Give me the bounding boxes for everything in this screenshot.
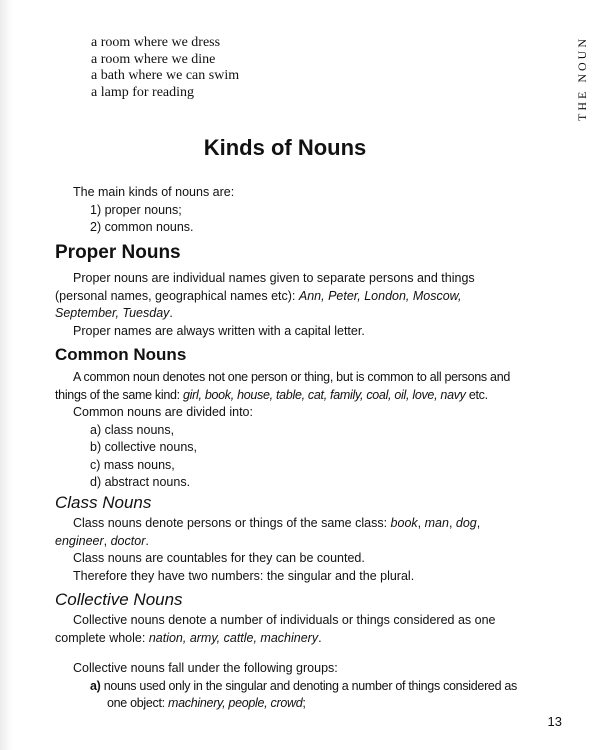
page-number: 13: [547, 714, 562, 729]
punctuation: .: [318, 630, 322, 645]
proper-nouns-body: [55, 270, 525, 340]
page-title: Kinds of Nouns: [203, 135, 367, 160]
example-words: girl, book, house, table, cat, family, coal, oil, love, navy: [183, 387, 466, 402]
example-word: doctor: [110, 533, 146, 548]
example-phrase: a lamp for reading: [91, 84, 195, 100]
punctuation: ;: [302, 696, 306, 710]
paragraph: Therefore they have two numbers: the singular and the plural.: [73, 568, 415, 583]
paragraph: Collective nouns fall under the following groups:: [73, 661, 338, 675]
punctuation: .: [145, 533, 149, 548]
example-words: machinery, people, crowd: [168, 696, 303, 710]
list-item: a) class nouns,: [90, 422, 175, 437]
collective-groups: [55, 660, 525, 713]
example-phrase: a room where we dine: [91, 51, 216, 67]
example-word: dog: [455, 516, 477, 530]
list-marker: a): [90, 678, 101, 693]
example-phrase: a bath where we can swim: [91, 68, 240, 83]
paragraph-text: Class nouns denote persons or things of the same class:: [73, 516, 388, 530]
list-item: 1) proper nouns;: [90, 202, 182, 217]
list-item: d) abstract nouns.: [90, 475, 191, 489]
example-word: man: [424, 516, 449, 530]
punctuation: .: [169, 306, 173, 320]
list-item: b) collective nouns,: [90, 440, 198, 454]
paragraph: Proper names are always written with a capital letter.: [73, 323, 365, 338]
class-nouns-body: [55, 515, 525, 585]
intro-line: The main kinds of nouns are:: [73, 185, 235, 199]
punctuation: etc.: [465, 387, 488, 402]
paragraph-text: A common noun denotes not one person or thing, but is common to all persons and things of the same kind:: [55, 370, 511, 402]
example-words: nation, army, cattle, machinery: [148, 630, 319, 645]
section-heading-class-nouns: Class Nouns: [55, 493, 152, 512]
example-words: Ann, Peter, London, Moscow, September, Tuesday: [55, 288, 462, 320]
section-heading-common-nouns: Common Nouns: [55, 345, 187, 364]
example-phrase-list: [91, 35, 239, 101]
paragraph: [55, 369, 525, 404]
example-phrase: a room where we dress: [91, 35, 221, 50]
paragraph-text: Collective nouns denote a number of individuals or things considered as one complete whole:: [55, 613, 496, 645]
paragraph: [55, 270, 525, 323]
example-word: engineer: [55, 533, 104, 548]
section-heading-proper-nouns: Proper Nouns: [55, 242, 181, 263]
list-item: 2) common nouns.: [90, 220, 194, 234]
paragraph: Class nouns denote persons or things of the same class: book, man, dog, engineer, doctor.: [55, 516, 481, 548]
collective-nouns-body: [55, 612, 525, 647]
paragraph: [55, 612, 525, 647]
paragraph: Class nouns are countables for they can be counted.: [73, 551, 365, 565]
example-word: book: [390, 516, 418, 530]
common-nouns-body: [55, 369, 525, 492]
running-head: THE NOUN: [575, 36, 589, 121]
list-item: c) mass nouns,: [90, 457, 175, 472]
paragraph-text: nouns used only in the singular and denoting a number of things considered as one object:: [103, 678, 518, 710]
section-heading-collective-nouns: Collective Nouns: [55, 590, 183, 609]
paragraph-text: Proper nouns are individual names given to separate persons and things (personal names, geographical names etc):: [55, 271, 475, 303]
list-item: [55, 678, 525, 713]
paragraph: Common nouns are divided into:: [73, 405, 253, 419]
intro-block: [55, 184, 525, 237]
page-edge-shade: [0, 0, 12, 750]
